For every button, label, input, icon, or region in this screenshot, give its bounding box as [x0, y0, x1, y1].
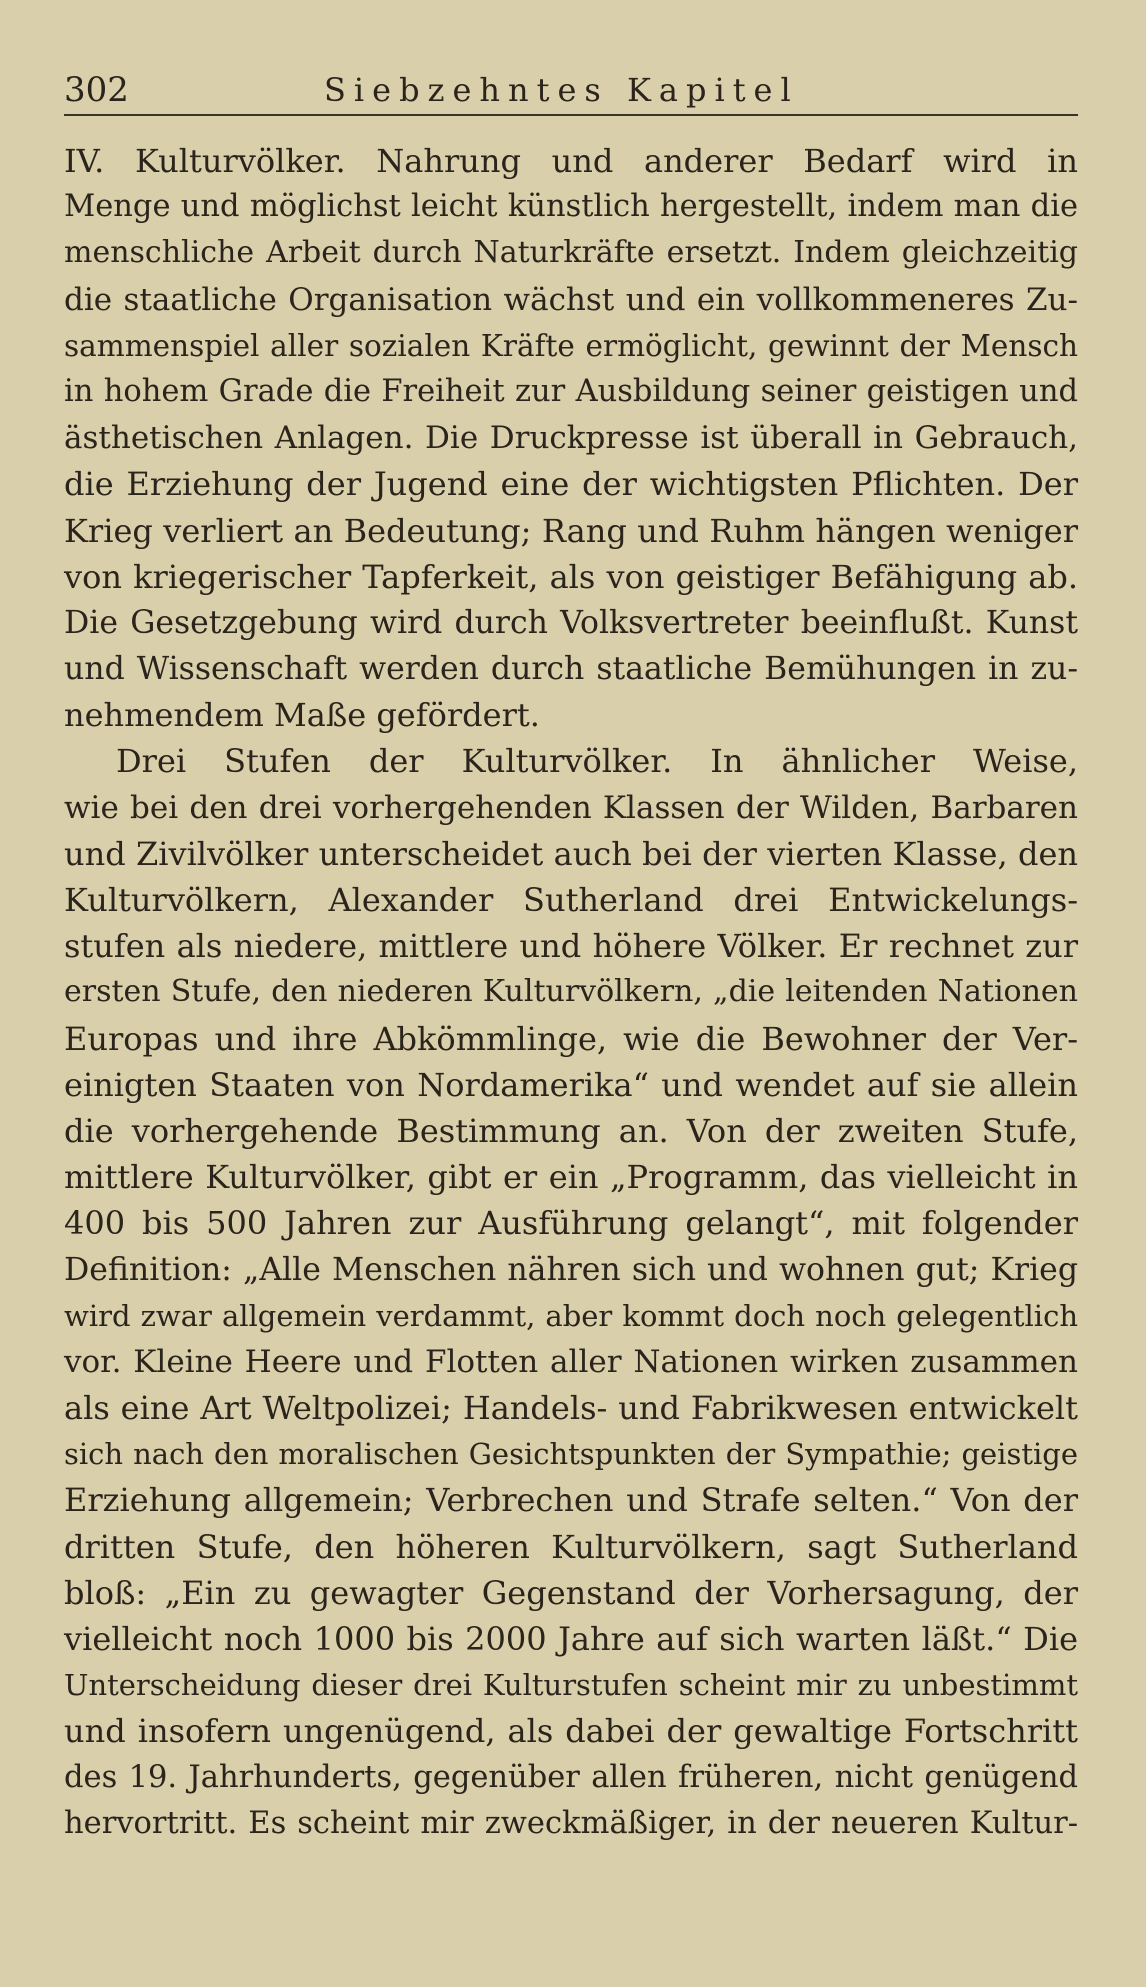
text-line: nehmendem Maße gefördert.: [64, 696, 540, 735]
text-line: und insofern ungenügend, als dabei der gewaltige Fortschritt: [64, 1712, 1078, 1751]
page-number: 302: [64, 70, 129, 110]
body-text: [64, 138, 1078, 1847]
text-line: ersten Stufe, den niederen Kulturvölkern, „die leitenden Nationen: [64, 974, 1078, 1010]
text-line: die vorhergehende Bestimmung an. Von der zweiten Stufe,: [64, 1111, 1078, 1150]
text-line: als eine Art Weltpolizei; Handels- und Fabrikwesen entwickelt: [64, 1389, 1078, 1428]
text-line: bloß: „Ein zu gewagter Gegenstand der Vorhersagung, der: [64, 1573, 1078, 1612]
text-line: Drei Stufen der Kulturvölker. In ähnlicher Weise,: [116, 742, 1078, 781]
text-line: wie bei den drei vorhergehenden Klassen der Wilden, Barbaren: [64, 789, 1078, 826]
text-line: die staatliche Organisation wächst und ein vollkommeneres Zu-: [64, 281, 1078, 318]
text-line: Krieg verliert an Bedeutung; Rang und Ruhm hängen weniger: [64, 511, 1078, 550]
text-line: Die Gesetzgebung wird durch Volksvertreter beeinflußt. Kunst: [64, 604, 1078, 641]
text-line: von kriegerischer Tapferkeit, als von geistiger Befähigung ab.: [64, 557, 1078, 596]
text-line: Menge und möglichst leicht künstlich hergestellt, indem man die: [64, 189, 1078, 225]
text-line: stufen als niedere, mittlere und höhere Völker. Er rechnet zur: [64, 927, 1078, 966]
running-head: [64, 70, 1078, 116]
text-line: des 19. Jahrhunderts, gegenüber allen früheren, nicht genügend: [64, 1759, 1078, 1795]
text-line: Erziehung allgemein; Verbrechen und Strafe selten.“ Von der: [64, 1481, 1078, 1520]
text-line: hervortritt. Es scheint mir zweckmäßiger, in der neueren Kultur-: [64, 1805, 1078, 1841]
text-line: mittlere Kulturvölker, gibt er ein „Programm, das vielleicht in: [64, 1158, 1078, 1197]
text-line: 400 bis 500 Jahren zur Ausführung gelangt“, mit folgender: [64, 1204, 1078, 1243]
chapter-title: Siebzehntes Kapitel: [324, 71, 799, 109]
text-line: sammenspiel aller sozialen Kräfte ermöglicht, gewinnt der Mensch: [64, 328, 1078, 363]
text-line: Europas und ihre Abkömmlinge, wie die Bewohner der Ver-: [64, 1019, 1078, 1058]
text-line: dritten Stufe, den höheren Kulturvölkern, sagt Sutherland: [64, 1527, 1078, 1566]
text-line: vielleicht noch 1000 bis 2000 Jahre auf sich warten läßt.“ Die: [64, 1620, 1078, 1658]
text-line: wird zwar allgemein verdammt, aber kommt doch noch gelegentlich: [64, 1298, 1078, 1333]
text-line: die Erziehung der Jugend eine der wichtigsten Pflichten. Der: [64, 465, 1078, 504]
text-line: vor. Kleine Heere und Flotten aller Nationen wirken zusammen: [64, 1343, 1078, 1380]
text-line: menschliche Arbeit durch Naturkräfte ersetzt. Indem gleichzeitig: [64, 235, 1078, 271]
text-line: sich nach den moralischen Gesichtspunkten der Sympathie; geistige: [64, 1437, 1078, 1472]
text-line: Definition: „Alle Menschen nähren sich und wohnen gut; Krieg: [64, 1251, 1078, 1288]
text-line: in hohem Grade die Freiheit zur Ausbildung seiner geistigen und: [64, 373, 1078, 409]
text-line: und Zivilvölker unterscheidet auch bei der vierten Klasse, den: [64, 834, 1078, 873]
text-line: einigten Staaten von Nordamerika“ und wendet auf sie allein: [64, 1065, 1078, 1104]
text-line: IV. Kulturvölker. Nahrung und anderer Bedarf wird in: [64, 142, 1078, 180]
text-line: Kulturvölkern, Alexander Sutherland drei Entwickelungs-: [64, 881, 1078, 919]
text-line: ästhetischen Anlagen. Die Druckpresse ist überall in Gebrauch,: [64, 420, 1078, 457]
text-line: und Wissenschaft werden durch staatliche Bemühungen in zu-: [64, 651, 1078, 688]
text-line: Unterscheidung dieser drei Kulturstufen scheint mir zu unbestimmt: [64, 1668, 1078, 1703]
